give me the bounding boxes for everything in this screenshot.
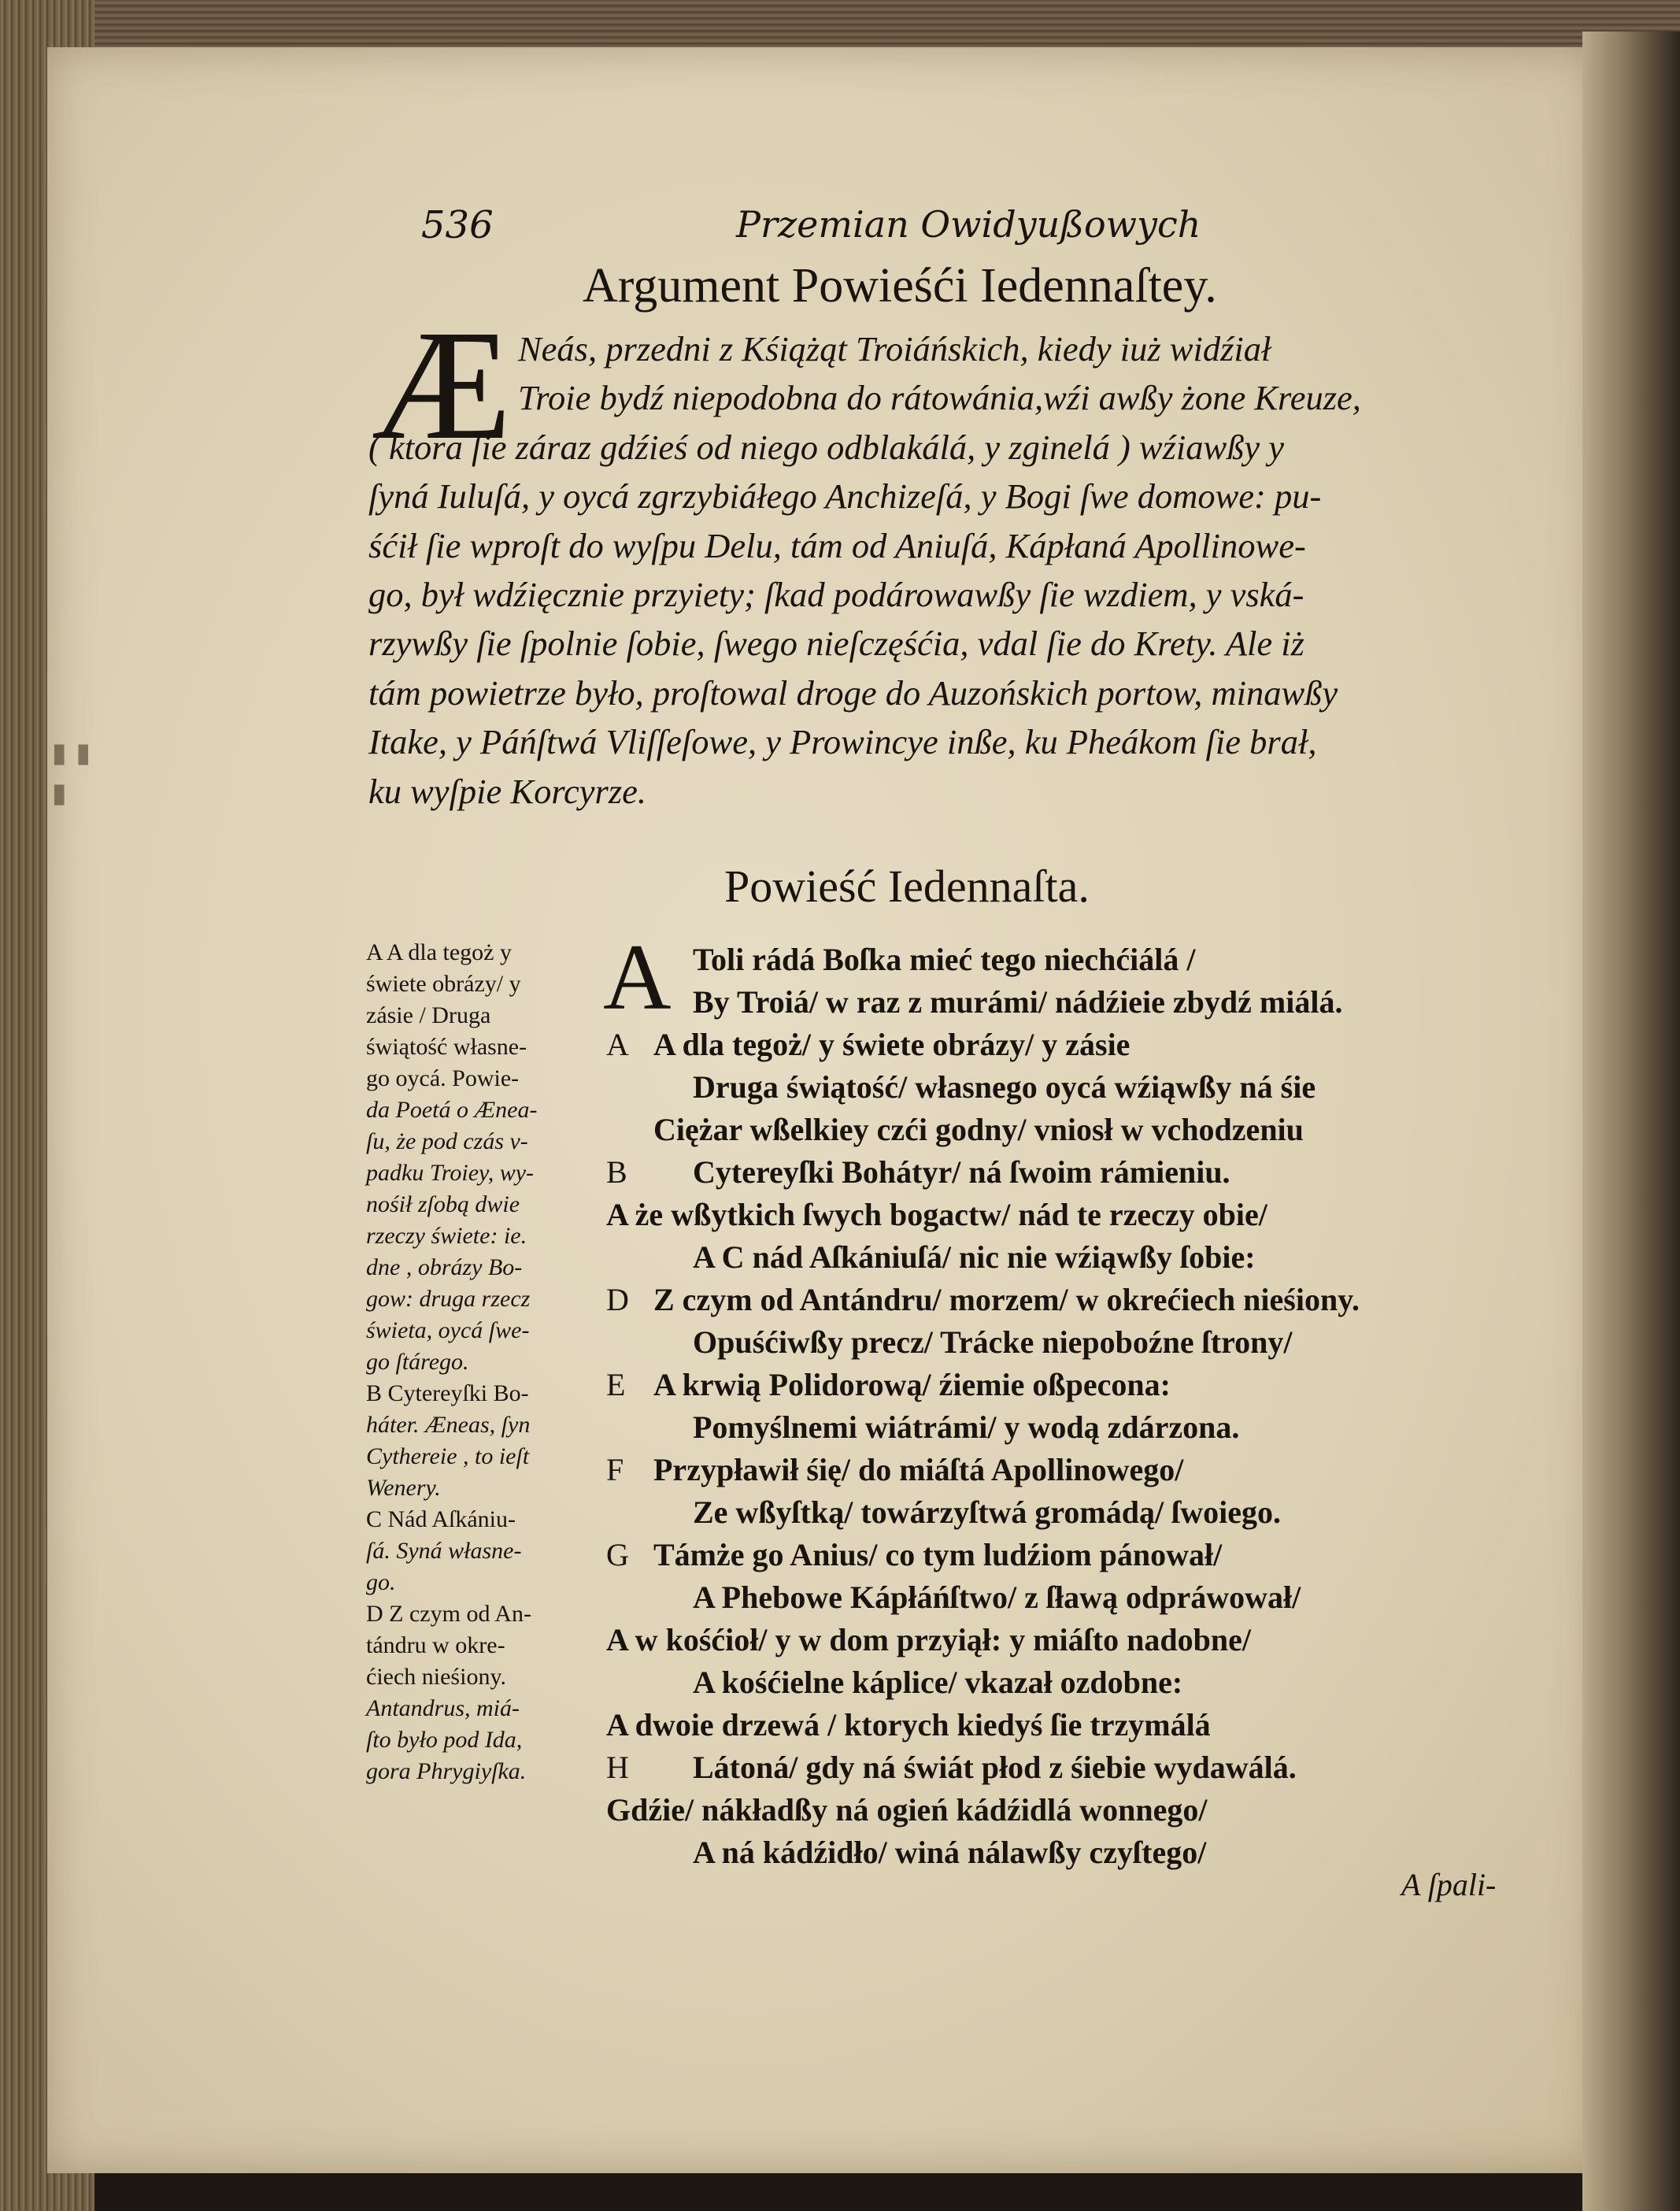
marginal-note-line: B Cytereyſki Bo- (366, 1380, 529, 1406)
verse-text: A ná kádźidło/ winá nálawßy czyſtego/ (693, 1835, 1207, 1870)
verse-line (606, 1066, 1567, 1109)
verse-line (606, 1279, 1567, 1321)
verse-marker: G (606, 1537, 629, 1572)
verse-line (606, 1746, 1567, 1789)
marginal-note-line: A A dla tegoż y (366, 939, 512, 965)
verse-line (606, 1619, 1567, 1661)
tale-title: Powieść Iedennaſta. (724, 861, 1090, 912)
catchword: A ſpali- (1401, 1867, 1497, 1902)
verse-line (606, 1151, 1567, 1194)
argument-title: Argument Powieśći Iedennaſtey. (583, 259, 1217, 313)
marginal-note-line: da Poetá o Ænea- (366, 1097, 538, 1123)
argument-line: ſyná Iuluſá, y oycá zgrzybiáłego Anchizeſá, y Bogi ſwe domowe: pu- (368, 476, 1322, 517)
page-number: 536 (421, 203, 494, 247)
marginal-note-line: go ſtárego. (366, 1349, 469, 1375)
verse-line (606, 981, 1567, 1024)
verse-text: A dwoie drzewá / ktorych kiedyś ſie trzymálá (606, 1707, 1211, 1743)
verse-line (606, 939, 1567, 981)
marginal-note-line: C Nád Aſkániu- (366, 1506, 516, 1532)
argument-line: śćił ſie wproſt do wyſpu Delu, tám od Aniuſá, Kápłaná Apollinowe- (368, 525, 1306, 565)
verse-line (606, 1236, 1567, 1279)
verse-text: A w kośćioł/ y w dom przyiął: y miáſto nadobne/ (606, 1622, 1251, 1657)
verse-line (606, 1576, 1567, 1619)
verse-marker: E (606, 1367, 626, 1402)
verse-initial: A (603, 924, 672, 1029)
verse-marker: H (606, 1750, 629, 1785)
argument-line: ku wyſpie Korcyrze. (368, 771, 647, 811)
verse-text: Gdźie/ nákładßy ná ogień kádźidlá wonnego/ (606, 1792, 1208, 1828)
verse-marker: A (606, 1027, 629, 1062)
argument-paragraph (368, 298, 1565, 816)
verse-text: Cytereyſki Bohátyr/ ná ſwoim rámieniu. (693, 1154, 1230, 1190)
verse-line (606, 1789, 1567, 1831)
verse-marker: B (606, 1154, 627, 1190)
marginal-note-line: go. (366, 1569, 396, 1595)
argument-line: Neás, przedni z Kśiążąt Troiáńskich, kiedy iuż widźiał (518, 329, 1271, 368)
marginal-note-line: ſto było pod Ida, (366, 1727, 523, 1753)
drop-cap: Æ (372, 298, 512, 472)
verse-line (606, 1024, 1567, 1066)
marginal-note-line: go oycá. Powie- (366, 1065, 520, 1091)
verse-block (606, 939, 1567, 1874)
argument-line: tám powietrze było, proſtowal droge do Auzońskich portow, minawßy (368, 672, 1338, 713)
verse-line (606, 1406, 1567, 1449)
bleed-through-stamp: ▮▮ ▮ (49, 732, 97, 813)
marginal-note-line: D Z czym od An- (366, 1601, 531, 1627)
verse-text: By Troiá/ w raz z murámi/ nádźieie zbydź miálá. (693, 984, 1343, 1020)
marginal-note-line: świątość własne- (366, 1034, 527, 1060)
verse-line (606, 1364, 1567, 1406)
verse-text: Ze wßyſtką/ towárzyſtwá gromádą/ ſwoiego. (693, 1494, 1281, 1530)
argument-line: go, był wdźięcznie przyiety; ſkad podárowawßy ſie wzdiem, y vská- (368, 574, 1304, 614)
verse-text: Támże go Anius/ co tym ludźiom pánował/ (653, 1537, 1223, 1572)
marginal-notes (366, 937, 602, 1787)
verse-line (606, 1321, 1567, 1364)
marginal-note-line: ſá. Syná własne- (366, 1538, 522, 1564)
marginal-note-line: gow: druga rzecz (366, 1286, 531, 1312)
marginal-note-line: ćiech nieśiony. (366, 1664, 506, 1690)
verse-text: Toli rádá Boſka mieć tego niechćiálá / (693, 942, 1196, 977)
verse-text: A krwią Polidorową/ źiemie oßpecona: (653, 1367, 1171, 1402)
verse-text: Opuśćiwßy precz/ Trácke niepoboźne ſtrony/ (693, 1324, 1293, 1360)
verse-text: Druga świątość/ własnego oycá wźiąwßy ná śie (693, 1069, 1316, 1105)
argument-line: rzywßy ſie ſpolnie ſobie, ſwego nieſczęśćia, vdal ſie do Krety. Ale iż (368, 624, 1304, 664)
marginal-note-line: tándru w okre- (366, 1632, 505, 1658)
marginal-note-line: świeta, oycá ſwe- (366, 1317, 530, 1343)
marginal-note-line: zásie / Druga (366, 1002, 491, 1028)
book-gutter (1582, 31, 1680, 2211)
marginal-note-line: dne , obrázy Bo- (366, 1254, 523, 1280)
argument-line: Troie bydź niepodobna do rátowánia,wźi awßy żone Kreuze, (518, 378, 1361, 418)
marginal-note-line: świete obrázy/ y (366, 971, 521, 997)
verse-text: A C nád Aſkániuſá/ nic nie wźiąwßy ſobie: (693, 1239, 1256, 1275)
argument-line: ( ktora ſie záraz gdźieś od niego odblakálá, y zginelá ) wźiawßy y (368, 427, 1285, 467)
marginal-note-line: nośił zſobą dwie (366, 1191, 520, 1217)
running-head: Przemian Owidyußowych (736, 203, 1201, 246)
verse-text: A Phebowe Kápłáńſtwo/ z ſławą odpráwował/ (693, 1580, 1301, 1615)
verse-text: Z czym od Antándru/ morzem/ w okrećiech nieśiony. (653, 1282, 1360, 1317)
argument-line: Itake, y Páńſtwá Vliſſeſowe, y Prowincye inße, ku Pheákom ſie brał, (368, 722, 1317, 762)
verse-marker: D (606, 1282, 629, 1317)
verse-text: Ciężar wßelkiey czći godny/ vniosł w vchodzeniu (653, 1112, 1304, 1147)
verse-line (606, 1449, 1567, 1491)
marginal-note-line: padku Troiey, wy- (366, 1160, 535, 1186)
verse-line (606, 1109, 1567, 1151)
marginal-note-line: háter. Æneas, ſyn (366, 1412, 531, 1438)
verse-text: A kośćielne káplice/ vkazał ozdobne: (693, 1665, 1183, 1700)
verse-line (606, 1194, 1567, 1236)
verse-text: A że wßytkich ſwych bogactw/ nád te rzeczy obie/ (606, 1197, 1267, 1232)
marginal-note-line: gora Phrygiyſka. (366, 1758, 527, 1784)
marginal-note-line: Antandrus, miá- (366, 1695, 520, 1721)
verse-line (606, 1661, 1567, 1704)
verse-line (606, 1534, 1567, 1576)
verse-text: Látoná/ gdy ná świát płod z śiebie wydawálá. (693, 1750, 1297, 1785)
marginal-note-line: Wenery. (366, 1475, 441, 1501)
verse-text: A dla tegoż/ y świete obrázy/ y zásie (653, 1027, 1130, 1062)
page-header (421, 203, 1287, 250)
verse-text: Pomyślnemi wiátrámi/ y wodą zdárzona. (693, 1409, 1240, 1445)
verse-line (606, 1704, 1567, 1746)
marginal-note-line: Cythereie , to ieſt (366, 1443, 530, 1469)
verse-marker: F (606, 1452, 624, 1487)
verse-text: Przypławił śię/ do miáſtá Apollinowego/ (653, 1452, 1184, 1487)
marginal-note-line: ſu, że pod czás v- (366, 1128, 528, 1154)
verse-line (606, 1491, 1567, 1534)
marginal-note-line: rzeczy świete: ie. (366, 1223, 527, 1249)
